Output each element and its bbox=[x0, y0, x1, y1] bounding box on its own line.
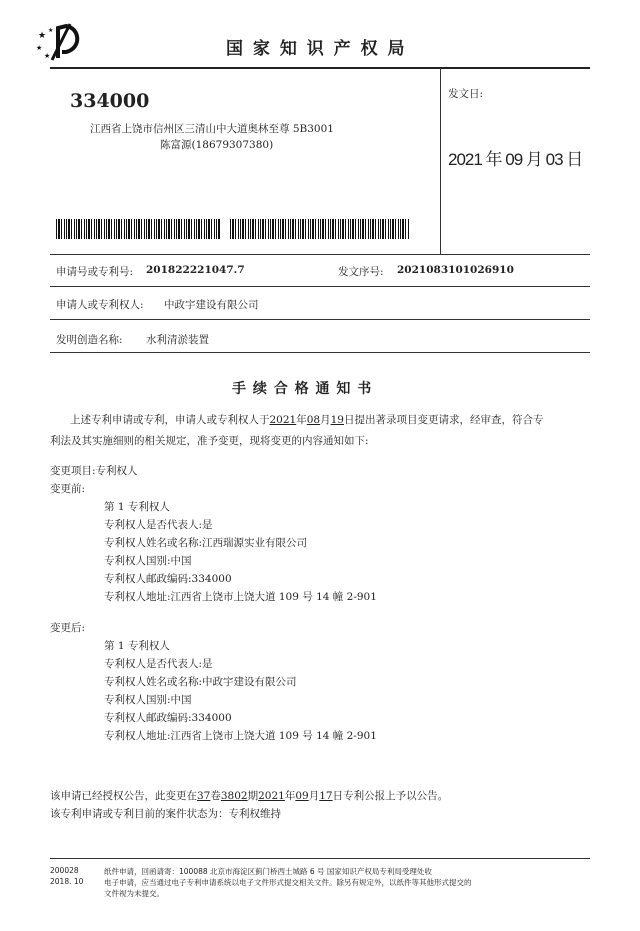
office-title: 国 家 知 识 产 权 局 bbox=[226, 39, 407, 59]
after-label: 变更后: bbox=[50, 622, 86, 634]
cnipa-logo bbox=[36, 22, 88, 62]
para-prefix: 上述专利申请或专利，申请人或专利权人于 bbox=[70, 414, 270, 426]
notice-title: 手 续 合 格 通 知 书 bbox=[232, 381, 373, 397]
footer-line2: 电子申请，应当通过电子专利申请系统以电子文件形式提交相关文件。除另有规定外，以纸件等其他形式提交的 bbox=[104, 878, 472, 887]
after-line: 专利权人国别:中国 bbox=[104, 694, 192, 706]
invention-label: 发明创造名称: bbox=[56, 334, 123, 346]
para-day: 19 bbox=[330, 414, 344, 426]
serial-value: 2021083101026910 bbox=[397, 264, 514, 276]
row-rule bbox=[50, 254, 590, 255]
footer-line1: 纸件申请，回函请寄：100088 北京市海淀区蓟门桥西土城路 6 号 国家知识产权局专利局受理处收 bbox=[104, 867, 432, 876]
before-label: 变更前: bbox=[50, 483, 86, 495]
address: 江西省上饶市信州区三清山中大道奥林至尊 5B3001 bbox=[90, 123, 334, 135]
before-line: 第 1 专利权人 bbox=[104, 501, 170, 513]
before-line: 专利权人邮政编码:334000 bbox=[104, 573, 232, 585]
svg-text:★: ★ bbox=[38, 31, 47, 41]
announce-suffix: 日专利公报上予以公告。 bbox=[332, 790, 449, 802]
announce-m: 月 bbox=[308, 790, 320, 802]
header-rule bbox=[50, 67, 590, 69]
app-no-value: 201822221047.7 bbox=[146, 264, 245, 276]
announce-prefix: 该申请已经授权公告，此变更在 bbox=[50, 790, 197, 802]
after-line: 专利权人姓名或名称:中政宇建设有限公司 bbox=[104, 676, 297, 688]
after-line: 专利权人邮政编码:334000 bbox=[104, 712, 232, 724]
before-line: 专利权人是否代表人:是 bbox=[104, 519, 213, 531]
before-line: 专利权人姓名或名称:江西瑞源实业有限公司 bbox=[104, 537, 308, 549]
announce-vol-char: 卷 bbox=[210, 790, 221, 802]
announce-line bbox=[50, 788, 448, 803]
para-y: 年 bbox=[296, 414, 307, 426]
para-suffix: 日提出著录项目变更请求，经审查，符合专 bbox=[343, 414, 544, 426]
serial-label: 发文序号: bbox=[338, 266, 384, 278]
barcode-left bbox=[56, 219, 221, 239]
announce-y: 年 bbox=[284, 790, 296, 802]
applicant-label: 申请人或专利权人: bbox=[56, 299, 144, 311]
header-divider bbox=[440, 68, 441, 254]
change-item: 变更项目:专利权人 bbox=[50, 465, 138, 477]
footer-code2: 2018. 10 bbox=[50, 877, 84, 886]
svg-text:★: ★ bbox=[48, 27, 54, 34]
issue-date-label: 发文日: bbox=[448, 88, 484, 100]
announce-month: 09 bbox=[295, 790, 309, 802]
para-year: 2021 bbox=[269, 414, 297, 426]
applicant-value: 中政宇建设有限公司 bbox=[164, 299, 259, 311]
svg-text:★: ★ bbox=[44, 52, 51, 60]
announce-day: 17 bbox=[319, 790, 333, 802]
notice-paragraph-line1 bbox=[70, 412, 543, 427]
svg-text:★: ★ bbox=[36, 44, 43, 52]
footer-rule bbox=[50, 858, 590, 859]
row-rule bbox=[50, 286, 590, 287]
para-month: 08 bbox=[306, 414, 321, 426]
barcode-right bbox=[230, 219, 410, 239]
row-rule bbox=[50, 352, 590, 353]
para-m: 月 bbox=[320, 414, 331, 426]
app-no-label: 申请号或专利号: bbox=[56, 266, 134, 278]
announce-issue-char: 期 bbox=[247, 790, 259, 802]
notice-paragraph-line2: 利法及其实施细则的相关规定，准予变更，现将变更的内容通知如下: bbox=[50, 435, 369, 447]
after-line: 专利权人地址:江西省上饶市上饶大道 109 号 14 幢 2-901 bbox=[104, 730, 377, 742]
announce-issue: 3802 bbox=[220, 790, 248, 802]
before-line: 专利权人国别:中国 bbox=[104, 555, 192, 567]
footer-line3: 文件视为未提交。 bbox=[104, 889, 164, 898]
row-rule bbox=[50, 319, 590, 320]
announce-volume: 37 bbox=[197, 790, 211, 802]
announce-year: 2021 bbox=[258, 790, 285, 802]
before-line: 专利权人地址:江西省上饶市上饶大道 109 号 14 幢 2-901 bbox=[104, 591, 377, 603]
contact: 陈富源(18679307380) bbox=[160, 139, 274, 151]
after-line: 专利权人是否代表人:是 bbox=[104, 658, 213, 670]
postcode: 334000 bbox=[70, 90, 150, 112]
after-line: 第 1 专利权人 bbox=[104, 640, 170, 652]
footer-code1: 200028 bbox=[50, 866, 79, 875]
invention-value: 水利清淤装置 bbox=[146, 334, 209, 346]
issue-date-value: 2021 年 09 月 03 日 bbox=[448, 150, 583, 169]
case-status: 该专利申请或专利目前的案件状态为：专利权维持 bbox=[50, 808, 281, 820]
cnipa-logo-icon bbox=[36, 22, 88, 62]
